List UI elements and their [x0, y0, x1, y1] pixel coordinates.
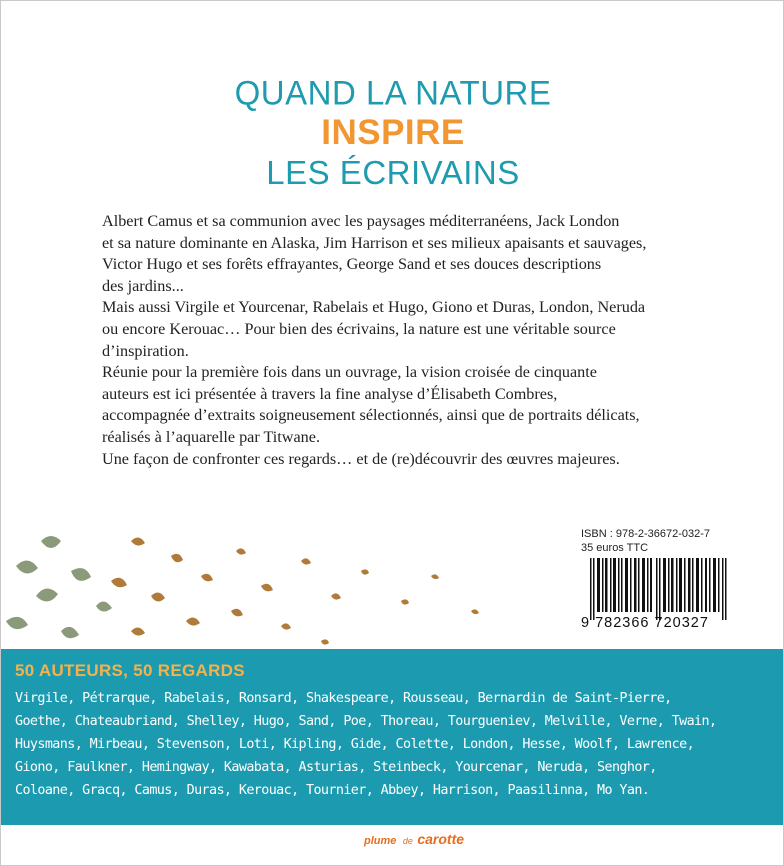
- blurb-line: Une façon de confronter ces regards… et de (re)découvrir des œuvres majeures.: [102, 449, 620, 468]
- blurb-text: [102, 211, 662, 470]
- blurb-line: Albert Camus et sa communion avec les paysages méditerranéens, Jack London: [102, 212, 620, 230]
- authors-heading: 50 AUTEURS, 50 REGARDS: [15, 661, 245, 680]
- title-line-3: LES ÉCRIVAINS: [266, 154, 520, 191]
- blurb-line: et sa nature dominante en Alaska, Jim Harrison et ses milieux apaisants et sauvages,: [102, 233, 647, 252]
- authors-line: Coloane, Gracq, Camus, Duras, Kerouac, Tournier, Abbey, Harrison, Paasilinna, Mo Yan.: [15, 783, 650, 798]
- blurb-line: réalisés à l’aquarelle par Titwane.: [102, 427, 321, 446]
- falling-leaves-illustration: [1, 521, 561, 661]
- authors-line: Huysmans, Mirbeau, Stevenson, Loti, Kipling, Gide, Colette, London, Hesse, Woolf, Lawrence,: [15, 737, 695, 752]
- logo-word-carotte: carotte: [417, 831, 465, 847]
- logo-word-de: de: [402, 836, 413, 846]
- blurb-line: des jardins...: [102, 276, 184, 295]
- blurb-line: Victor Hugo et ses forêts effrayantes, George Sand et ses douces descriptions: [102, 255, 602, 274]
- blurb-line: auteurs est ici présentée à travers la fine analyse d’Élisabeth Combres,: [102, 384, 558, 403]
- barcode: [578, 558, 746, 644]
- blurb-line: ou encore Kerouac… Pour bien des écrivains, la nature est une véritable source: [102, 319, 616, 338]
- blurb-line: d’inspiration.: [102, 341, 189, 360]
- publisher-logo: [364, 831, 464, 849]
- blurb-line: Mais aussi Virgile et Yourcenar, Rabelais et Hugo, Giono et Duras, London, Neruda: [102, 298, 646, 317]
- leaf-icon: [6, 536, 112, 638]
- authors-line: Goethe, Chateaubriand, Shelley, Hugo, Sand, Poe, Thoreau, Tourgueniev, Melville, Verne, Twain,: [15, 714, 717, 729]
- title-line-1: QUAND LA NATURE: [234, 73, 552, 112]
- authors-line: Giono, Faulkner, Hemingway, Kawabata, Asturias, Steinbeck, Yourcenar, Neruda, Senghor,: [15, 760, 657, 775]
- authors-line: Virgile, Pétrarque, Rabelais, Ronsard, Shakespeare, Rousseau, Bernardin de Saint-Pierre,: [15, 691, 672, 706]
- barcode-number: 9 782366 720327: [581, 615, 709, 631]
- logo-word-plume: plume: [364, 835, 397, 847]
- cover-title: [1, 73, 784, 193]
- authors-list: [15, 687, 775, 802]
- title-line-2: INSPIRE: [321, 113, 465, 152]
- isbn-block: [581, 527, 710, 555]
- isbn-number: ISBN : 978-2-36672-032-7: [581, 528, 711, 540]
- blurb-line: accompagnée d’extraits soigneusement sélectionnés, ainsi que de portraits délicats,: [102, 406, 640, 425]
- blurb-line: Réunie pour la première fois dans un ouvrage, la vision croisée de cinquante: [102, 363, 597, 382]
- price: 35 euros TTC: [581, 542, 649, 554]
